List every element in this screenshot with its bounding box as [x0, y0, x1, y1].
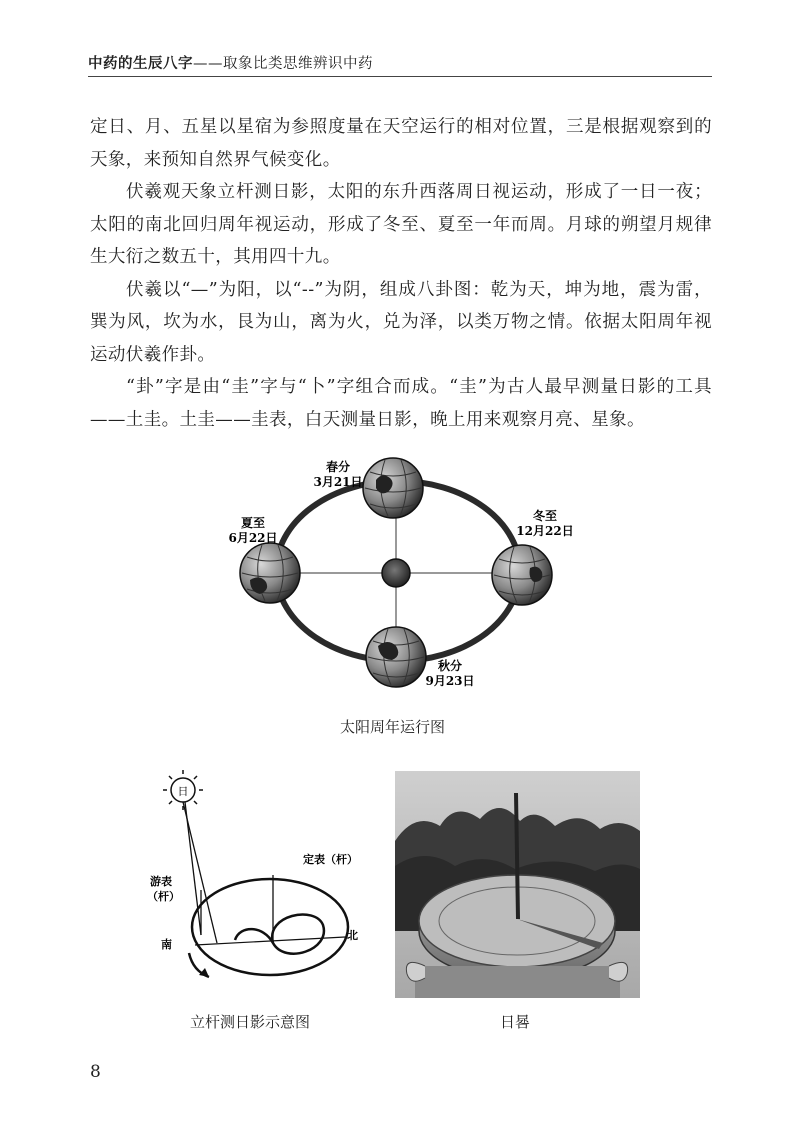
- moving-pole-label-line1: 游表: [150, 875, 172, 888]
- label-summer-name: 夏至: [240, 516, 266, 530]
- paragraph-4: “卦”字是由“圭”字与“卜”字组合而成。“圭”为古人最早测量日影的工具——土圭。土圭——圭表，白天测量日影，晚上用来观察月亮、星象。: [90, 377, 712, 430]
- earth-summer-icon: [240, 543, 300, 603]
- paragraph-1: 定日、月、五星以星宿为参照度量在天空运行的相对位置，三是根据观察到的天象，来预知自然界气候变化。: [90, 117, 712, 170]
- gnomon-shadow-diagram: [145, 765, 375, 995]
- body-text: [90, 111, 712, 436]
- sundial-photo: [395, 771, 640, 998]
- paragraph-3: 伏羲以“—”为阳，以“--”为阴，组成八卦图：乾为天，坤为地，震为雷，巽为风，坎为水，艮为山，离为火，兑为泽，以类万物之情。依据太阳周年视运动伏羲作卦。: [90, 279, 712, 365]
- paragraph-2: 伏羲观天象立杆测日影，太阳的东升西落周日视运动，形成了一日一夜；太阳的南北回归周年视运动，形成了冬至、夏至一年而周。月球的朔望月规律生大衍之数五十，其用四十九。: [90, 182, 712, 267]
- header-rule: [88, 76, 712, 77]
- moving-pole-label-line2: （杆）: [147, 890, 180, 903]
- orbit-figure-caption: 太阳周年运行图: [340, 718, 446, 736]
- page-number: 8: [90, 1062, 101, 1082]
- label-summer-date: 6月22日: [228, 531, 278, 545]
- earth-winter-icon: [492, 545, 552, 605]
- north-label: 北: [347, 929, 358, 942]
- book-subtitle: ——取象比类思维辨识中药: [193, 56, 373, 72]
- earth-spring-icon: [363, 458, 423, 518]
- gnomon-figure-caption: 立杆测日影示意图: [190, 1013, 311, 1031]
- label-spring-name: 春分: [325, 460, 351, 474]
- label-spring-date: 3月21日: [313, 475, 363, 489]
- label-autumn-name: 秋分: [437, 659, 463, 673]
- south-label: 南: [161, 938, 172, 951]
- label-winter-name: 冬至: [532, 509, 558, 523]
- label-winter-date: 12月22日: [516, 524, 574, 538]
- sundial-photo-caption: 日晷: [500, 1013, 531, 1031]
- earth-autumn-icon: [366, 627, 426, 687]
- label-autumn-date: 9月23日: [425, 674, 475, 688]
- sun-char: 日: [177, 785, 189, 798]
- fixed-pole-label: 定表（杆）: [303, 853, 358, 866]
- running-header: [88, 52, 373, 73]
- book-title: 中药的生辰八字: [88, 56, 193, 72]
- sun-annual-orbit-figure: [200, 450, 600, 700]
- sun-icon: [382, 559, 410, 587]
